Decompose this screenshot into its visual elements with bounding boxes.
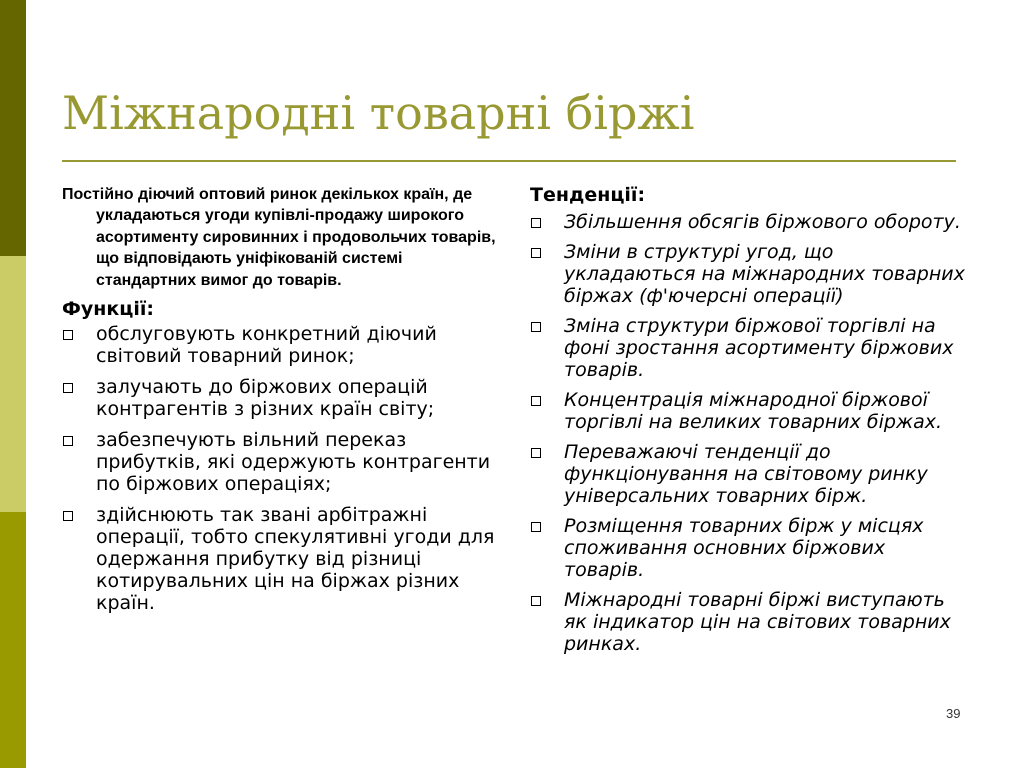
list-item-text: Зміна структури біржової торгівлі на фоні зростання асортименту біржових товарів. — [564, 315, 954, 381]
list-item-text: Збільшення обсягів біржового обороту. — [564, 211, 961, 233]
list-item — [62, 376, 502, 420]
definition-text: Постійно діючий оптовий ринок декількох країн, де укладаються угоди купівлі-продажу широкого асортименту сировинних і продовольчих товарів, що відповідають уніфікованій системі стандартних вимог до товарів. — [62, 186, 496, 289]
square-bullet-icon — [63, 383, 73, 393]
title-underline — [62, 160, 956, 162]
slide-title: Міжнародні товарні біржі — [62, 86, 695, 140]
trends-heading: Тенденції: — [530, 184, 646, 206]
square-bullet-icon — [531, 596, 541, 606]
list-item-text: залучають до біржових операцій контрагентів з різних країн світу; — [96, 376, 435, 421]
list-item — [62, 323, 502, 367]
list-item-text: Переважаючі тенденції до функціонування на світовому ринку універсальних товарних бірж. — [564, 441, 928, 507]
square-bullet-icon — [63, 436, 73, 446]
side-bar-dark — [0, 0, 26, 256]
square-bullet-icon — [531, 522, 541, 532]
functions-list — [62, 323, 502, 614]
side-bar-mid — [0, 512, 26, 768]
square-bullet-icon — [63, 330, 73, 340]
page-number: 39 — [946, 706, 961, 721]
list-item — [530, 389, 970, 433]
square-bullet-icon — [531, 248, 541, 258]
list-item — [530, 441, 970, 507]
right-column — [530, 184, 970, 663]
list-item — [530, 241, 970, 307]
list-item-text: обслуговують конкретний діючий світовий товарний ринок; — [96, 323, 437, 368]
list-item — [530, 315, 970, 381]
list-item-text: Міжнародні товарні біржі виступають як індикатор цін на світових товарних ринках. — [564, 589, 951, 655]
list-item-text: здійснюють так звані арбітражні операції, тобто спекулятивні угоди для одержання прибутку від різниці котирувальних цін на біржах різних країн. — [96, 504, 495, 615]
list-item — [530, 515, 970, 581]
square-bullet-icon — [531, 322, 541, 332]
functions-heading: Функції: — [62, 298, 154, 321]
square-bullet-icon — [531, 218, 541, 228]
square-bullet-icon — [63, 511, 73, 521]
list-item — [62, 429, 502, 495]
square-bullet-icon — [531, 448, 541, 458]
list-item-text: Розміщення товарних бірж у місцях споживання основних біржових товарів. — [564, 515, 924, 581]
list-item — [530, 211, 970, 233]
side-bar-light — [0, 256, 26, 512]
list-item-text: Концентрація міжнародної біржової торгівлі на великих товарних біржах. — [564, 389, 943, 433]
square-bullet-icon — [531, 396, 541, 406]
trends-list — [530, 211, 970, 655]
list-item-text: Зміни в структурі угод, що укладаються на міжнародних товарних біржах (ф'ючерсні операції) — [564, 241, 965, 307]
list-item-text: забезпечують вільний переказ прибутків, які одержують контрагенти по біржових операціях; — [96, 429, 491, 496]
list-item — [62, 504, 502, 614]
list-item — [530, 589, 970, 655]
left-column — [62, 184, 502, 623]
